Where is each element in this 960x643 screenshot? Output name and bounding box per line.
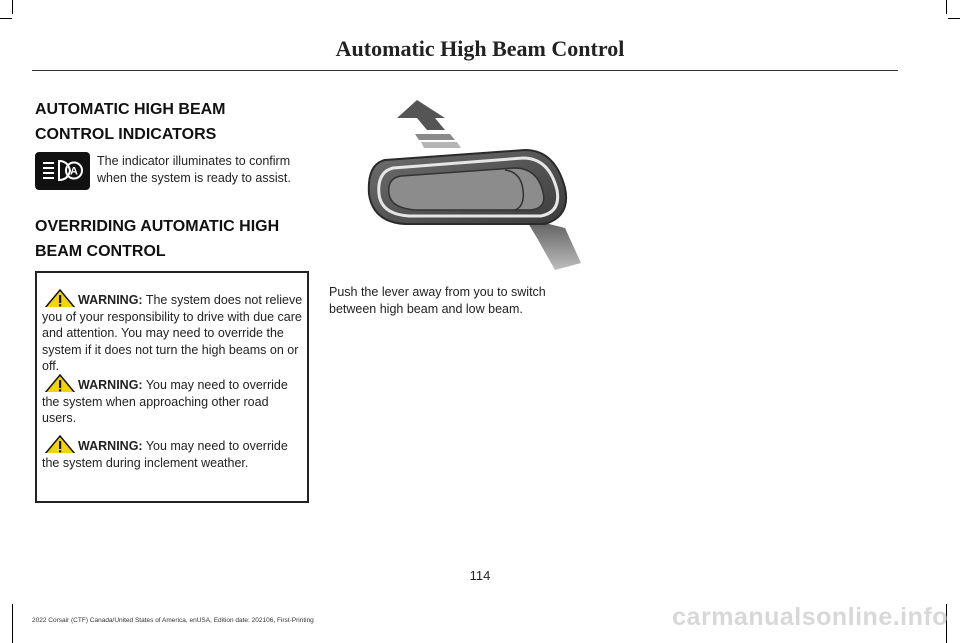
heading-line: BEAM CONTROL — [35, 243, 166, 260]
warning-icon — [42, 287, 78, 307]
crop-mark — [12, 604, 13, 643]
stalk-lever-push-illustration — [355, 98, 585, 270]
warning-label: WARNING: — [78, 439, 143, 453]
section-heading — [35, 214, 315, 264]
warning-item — [42, 433, 304, 471]
figure-caption: Push the lever away from you to switch between high beam and low beam. — [329, 285, 546, 316]
warning-text: You may need to override the system during inclement weather. — [42, 439, 288, 470]
footer-text: 2022 Corsair (CTF) Canada/United States of America, enUSA, Edition date: 202106, First-Printing — [32, 617, 314, 624]
warning-item — [42, 372, 304, 427]
crop-mark — [946, 0, 947, 14]
warning-icon — [42, 433, 78, 453]
warning-text: You may need to override the system when approaching other road users. — [42, 378, 288, 425]
warning-box — [35, 271, 309, 503]
warning-label: WARNING: — [78, 378, 143, 392]
heading-line: OVERRIDING AUTOMATIC HIGH — [35, 218, 280, 235]
watermark: carmanualsonline.info — [672, 603, 948, 631]
warning-text: The system does not relieve you of your responsibility to drive with due care and attention. You may need to override the system if it does not turn the high beams on or off. — [42, 293, 303, 373]
section-heading — [35, 97, 315, 147]
crop-mark — [12, 0, 13, 14]
heading-line: CONTROL INDICATORS — [35, 126, 217, 143]
indicator-description: The indicator illuminates to confirm when the system is ready to assist. — [97, 154, 291, 185]
auto-high-beam-icon — [35, 152, 90, 190]
warning-icon — [42, 372, 78, 392]
crop-mark — [0, 18, 12, 19]
warning-item — [42, 287, 304, 375]
page-number: 114 — [469, 568, 491, 583]
crop-mark — [948, 18, 960, 19]
header-divider — [32, 70, 898, 71]
heading-line: AUTOMATIC HIGH BEAM — [35, 101, 226, 118]
page-title: Automatic High Beam Control — [335, 36, 625, 61]
warning-label: WARNING: — [78, 293, 143, 307]
svg-text:A: A — [70, 165, 78, 178]
